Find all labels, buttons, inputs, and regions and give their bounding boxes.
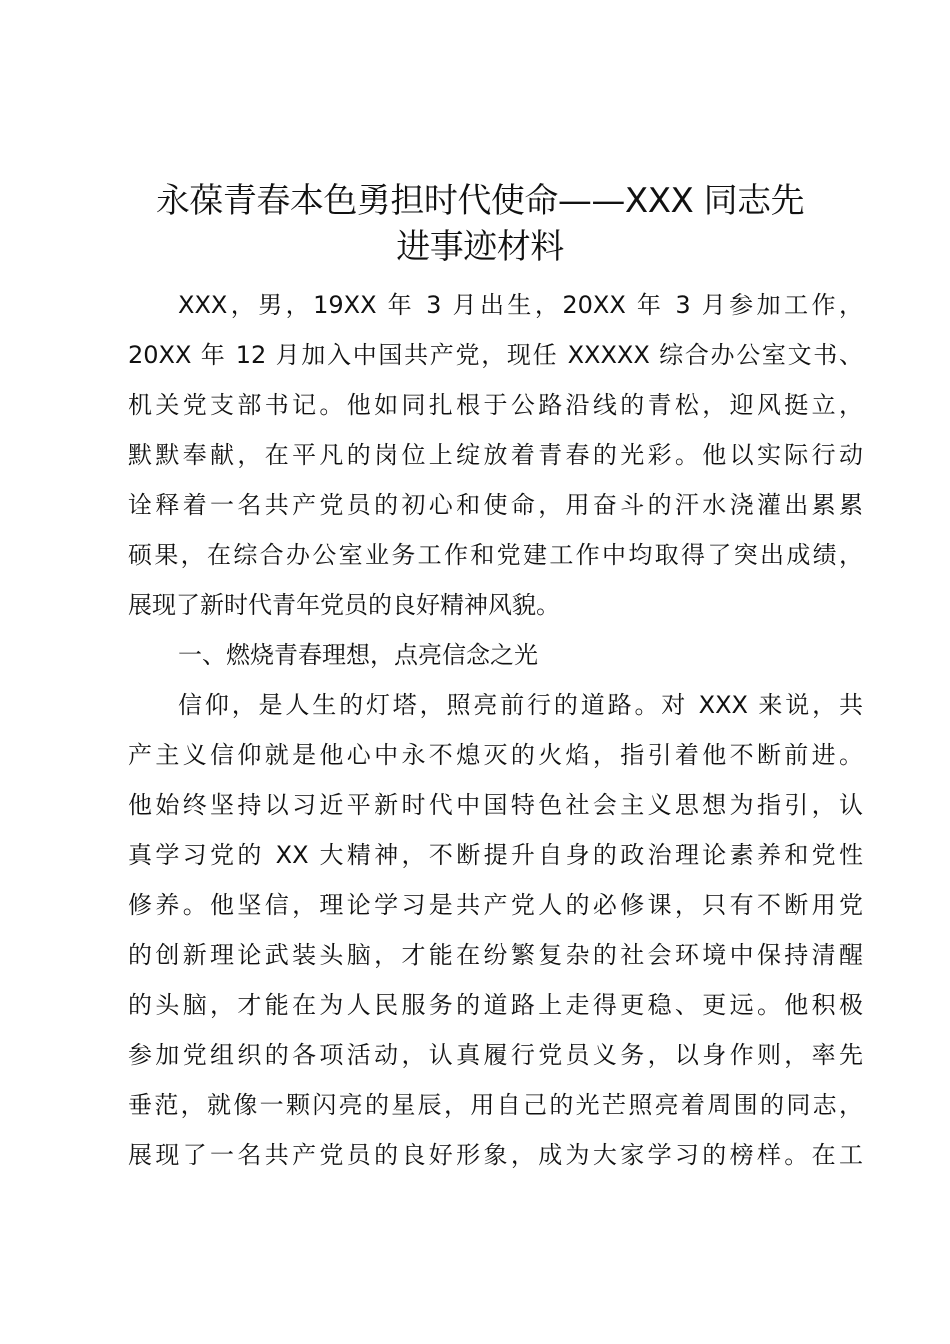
title-line-2: 进事迹材料 <box>396 227 564 267</box>
body-line-2: 20XX 年 12 月加入中国共产党，现任 XXXXX 综合办公室文书、 <box>128 341 863 369</box>
body-line-5: 诠释着一名共产党员的初心和使命，用奋斗的汗水浇灌出累累 <box>128 491 863 519</box>
body-line-17: 垂范，就像一颗闪亮的星辰，用自己的光芒照亮着周围的同志， <box>128 1091 863 1119</box>
section-heading-1: 一、燃烧青春理想，点亮信念之光 <box>178 641 538 669</box>
body-line-1: XXX，男，19XX 年 3 月出生，20XX 年 3 月参加工作， <box>178 291 863 319</box>
body-line-7: 展现了新时代青年党员的良好精神风貌。 <box>128 591 560 619</box>
document-body <box>128 280 863 1180</box>
body-line-12: 真学习党的 XX 大精神，不断提升自身的政治理论素养和党性 <box>128 841 863 869</box>
document-title <box>100 178 860 270</box>
body-line-6: 硕果，在综合办公室业务工作和党建工作中均取得了突出成绩， <box>128 541 863 569</box>
body-line-16: 参加党组织的各项活动，认真履行党员义务，以身作则，率先 <box>128 1041 863 1069</box>
body-line-3: 机关党支部书记。他如同扎根于公路沿线的青松，迎风挺立， <box>128 391 863 419</box>
body-line-13: 修养。他坚信，理论学习是共产党人的必修课，只有不断用党 <box>128 891 863 919</box>
body-line-14: 的创新理论武装头脑，才能在纷繁复杂的社会环境中保持清醒 <box>128 941 863 969</box>
body-line-11: 他始终坚持以习近平新时代中国特色社会主义思想为指引，认 <box>128 791 863 819</box>
title-line-1: 永葆青春本色勇担时代使命——XXX 同志先 <box>155 181 805 221</box>
body-line-4: 默默奉献，在平凡的岗位上绽放着青春的光彩。他以实际行动 <box>128 441 863 469</box>
body-line-9: 信仰，是人生的灯塔，照亮前行的道路。对 XXX 来说，共 <box>178 691 863 719</box>
body-line-18: 展现了一名共产党员的良好形象，成为大家学习的榜样。在工 <box>128 1141 863 1169</box>
body-line-15: 的头脑，才能在为人民服务的道路上走得更稳、更远。他积极 <box>128 991 863 1019</box>
body-line-10: 产主义信仰就是他心中永不熄灭的火焰，指引着他不断前进。 <box>128 741 863 769</box>
